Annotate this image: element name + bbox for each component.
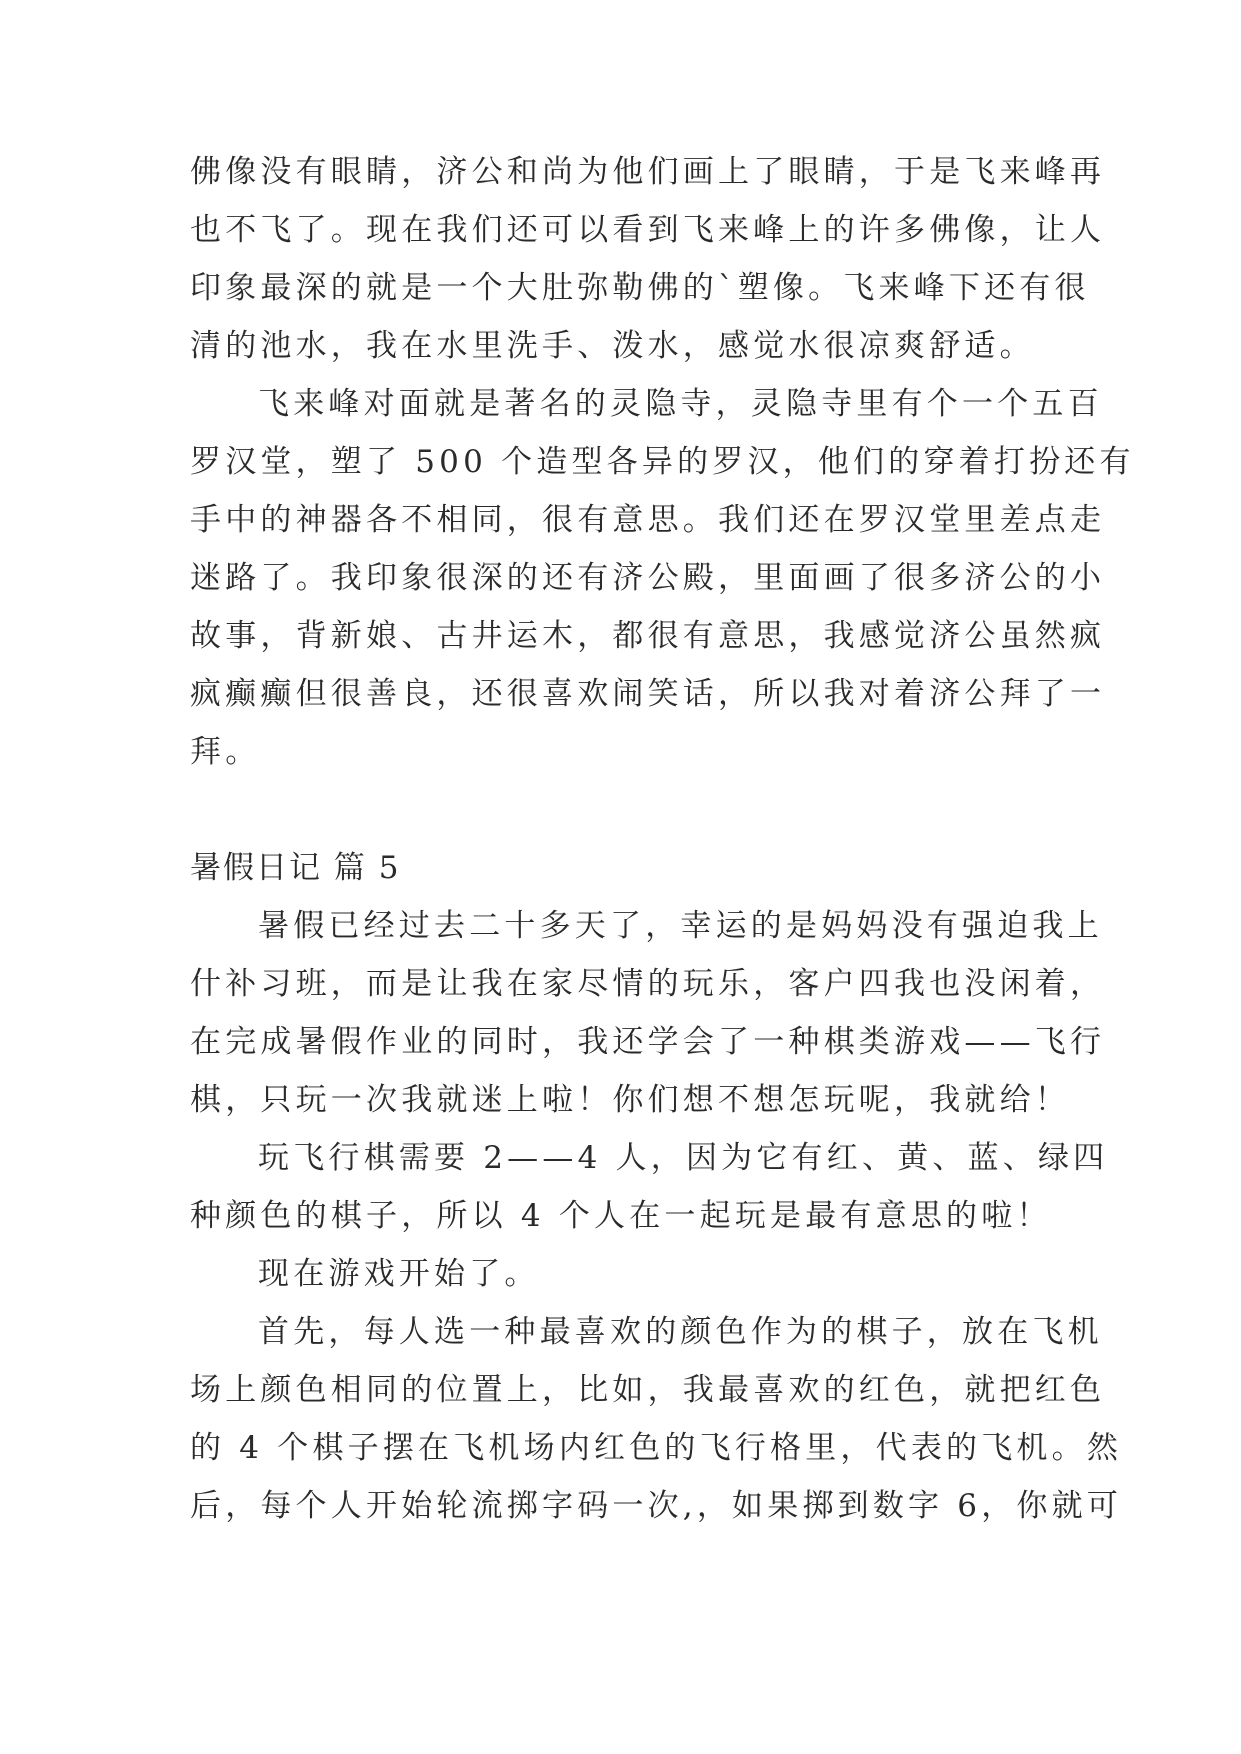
text-line: 种颜色的棋子，所以 4 个人在一起玩是最有意思的啦！ bbox=[190, 1198, 1052, 1234]
text-line: 场上颜色相同的位置上，比如，我最喜欢的红色，就把红色 bbox=[190, 1372, 1106, 1408]
text-line: 清的池水，我在水里洗手、泼水，感觉水很凉爽舒适。 bbox=[190, 328, 1035, 364]
text-line: 的 4 个棋子摆在飞机场内红色的飞行格里，代表的飞机。然 bbox=[190, 1430, 1123, 1466]
paragraph-first-line: 玩飞行棋需要 2——4 人，因为它有红、黄、蓝、绿四 bbox=[258, 1140, 1109, 1176]
paragraph-first-line: 飞来峰对面就是著名的灵隐寺，灵隐寺里有个一个五百 bbox=[258, 386, 1103, 422]
text-line: 疯癫癫但很善良，还很喜欢闹笑话，所以我对着济公拜了一 bbox=[190, 676, 1106, 712]
paragraph-first-line: 首先，每人选一种最喜欢的颜色作为的棋子，放在飞机 bbox=[258, 1314, 1103, 1350]
text-line: 印象最深的就是一个大肚弥勒佛的`塑像。飞来峰下还有很 bbox=[190, 270, 1090, 306]
text-line: 故事，背新娘、古井运木，都很有意思，我感觉济公虽然疯 bbox=[190, 618, 1106, 654]
text-line: 迷路了。我印象很深的还有济公殿，里面画了很多济公的小 bbox=[190, 560, 1106, 596]
text-line: 也不飞了。现在我们还可以看到飞来峰上的许多佛像，让人 bbox=[190, 212, 1106, 248]
text-line: 罗汉堂，塑了 500 个造型各异的罗汉，他们的穿着打扮还有 bbox=[190, 444, 1135, 480]
text-line: 什补习班，而是让我在家尽情的玩乐，客户四我也没闲着， bbox=[190, 966, 1106, 1002]
text-line: 在完成暑假作业的同时，我还学会了一种棋类游戏——飞行 bbox=[190, 1024, 1106, 1060]
section-heading: 暑假日记 篇 5 bbox=[190, 850, 401, 886]
paragraph-first-line: 暑假已经过去二十多天了，幸运的是妈妈没有强迫我上 bbox=[258, 908, 1103, 944]
text-line: 佛像没有眼睛，济公和尚为他们画上了眼睛，于是飞来峰再 bbox=[190, 154, 1106, 190]
paragraph-first-line: 现在游戏开始了。 bbox=[258, 1256, 540, 1292]
text-line: 棋，只玩一次我就迷上啦！你们想不想怎玩呢，我就给！ bbox=[190, 1082, 1070, 1118]
text-line: 拜。 bbox=[190, 734, 261, 770]
text-line: 后，每个人开始轮流掷字码一次,，如果掷到数字 6，你就可 bbox=[190, 1488, 1123, 1524]
text-line: 手中的神器各不相同，很有意思。我们还在罗汉堂里差点走 bbox=[190, 502, 1106, 538]
